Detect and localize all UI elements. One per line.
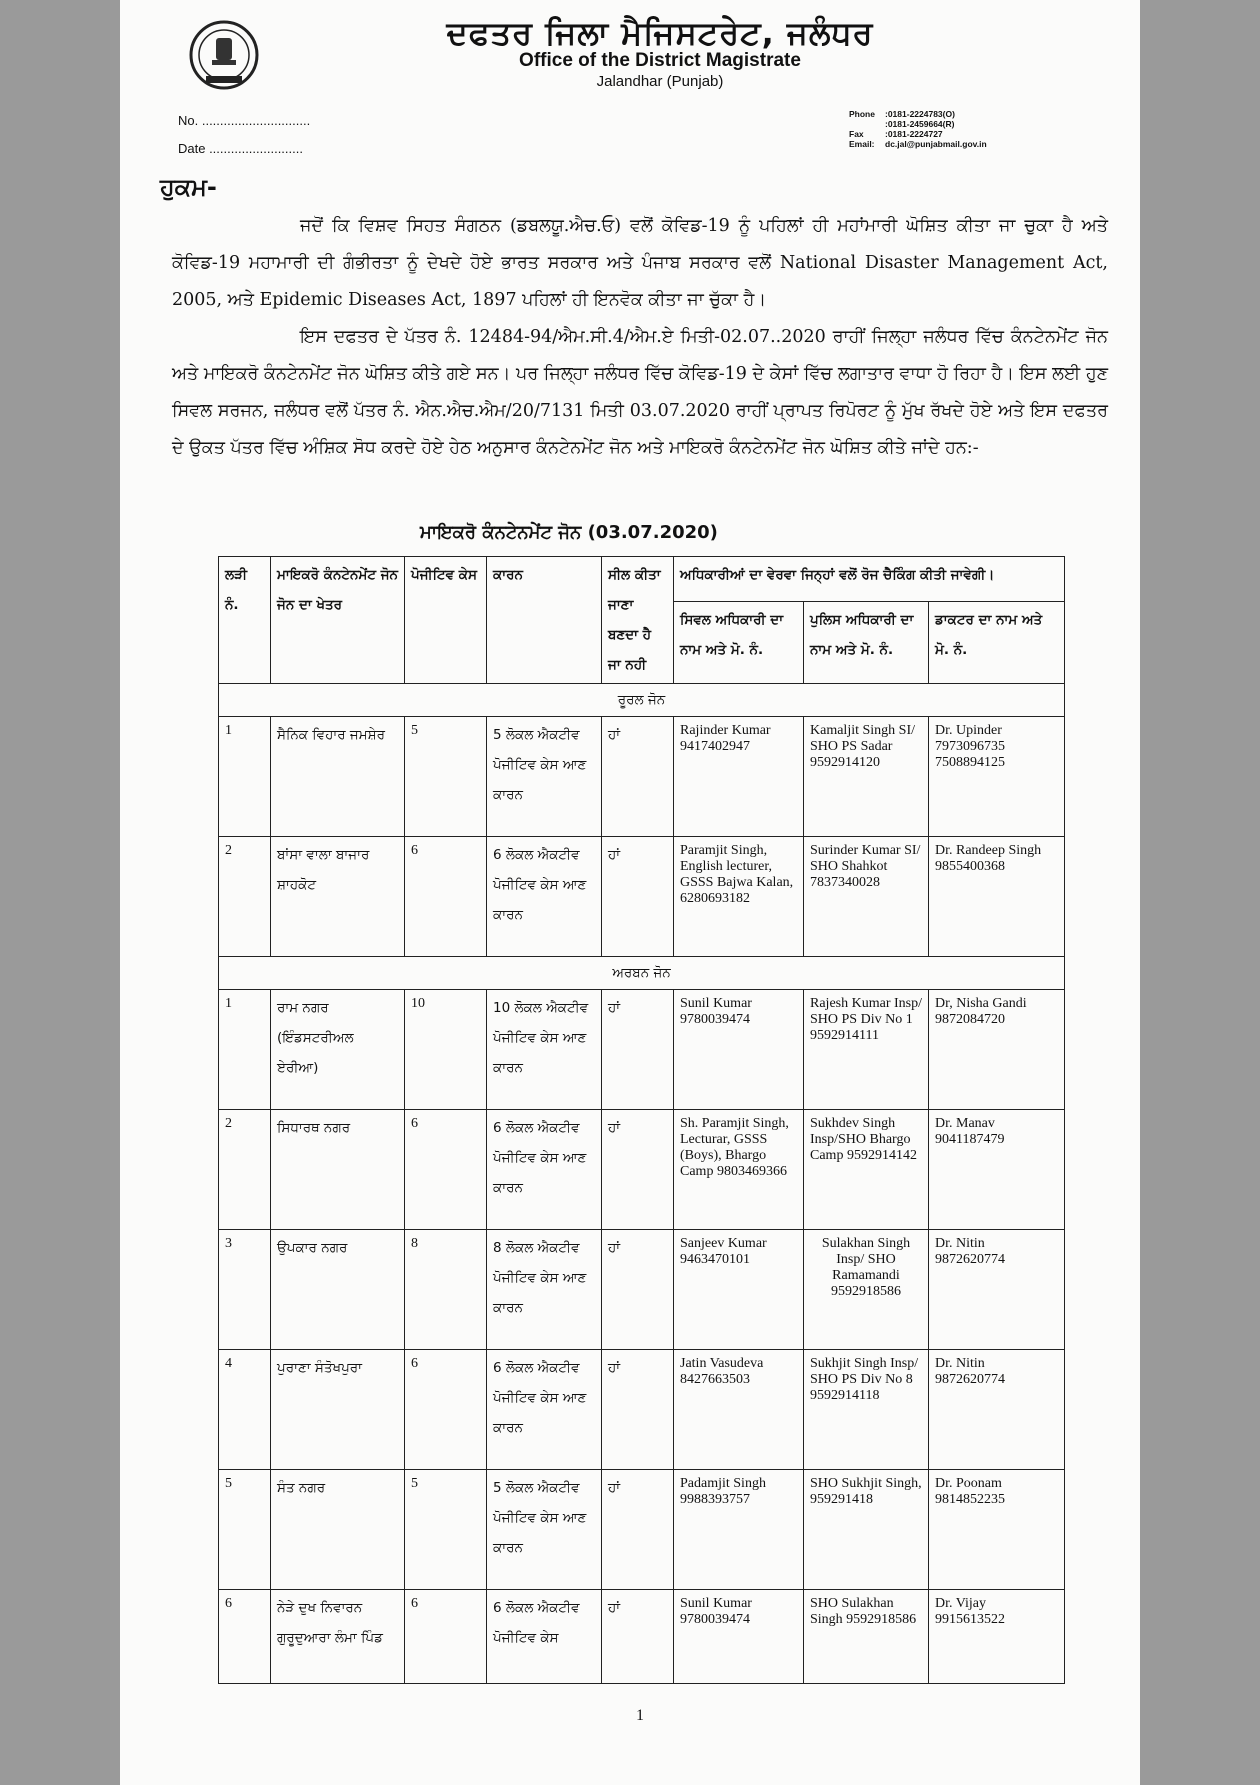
table-cell: Dr. Vijay 9915613522	[929, 1590, 1065, 1684]
table-cell: Sanjeev Kumar 9463470101	[674, 1230, 804, 1350]
table-header-row	[219, 557, 1065, 602]
office-title-english: Office of the District Magistrate	[519, 50, 801, 71]
header-area: ਮਾਇਕਰੋ ਕੰਨਟੇਨਮੇਂਟ ਜੋਨ ਜੋਨ ਦਾ ਖੇਤਰ	[271, 557, 405, 684]
header-civil: ਸਿਵਲ ਅਧਿਕਾਰੀ ਦਾ ਨਾਮ ਅਤੇ ਮੋ. ਨੰ.	[674, 602, 804, 684]
zone-row	[219, 684, 1065, 717]
order-heading: ਹੁਕਮ-	[160, 173, 217, 201]
table-cell: 5	[219, 1470, 271, 1590]
contact-row: Fax :0181-2224727	[849, 129, 943, 139]
table-cell: Dr, Nisha Gandi 9872084720	[929, 990, 1065, 1110]
table-cell: Sunil Kumar 9780039474	[674, 1590, 804, 1684]
table-cell: ਨੇੜੇ ਦੁਖ ਨਿਵਾਰਨ ਗੁਰੂਦੁਆਰਾ ਲੰਮਾ ਪਿੰਡ	[271, 1590, 405, 1684]
header-doctor: ਡਾਕਟਰ ਦਾ ਨਾਮ ਅਤੇ ਮੋ. ਨੰ.	[929, 602, 1065, 684]
header-police: ਪੁਲਿਸ ਅਧਿਕਾਰੀ ਦਾ ਨਾਮ ਅਤੇ ਮੋ. ਨੰ.	[804, 602, 929, 684]
table-cell: ਸੰਤ ਨਗਰ	[271, 1470, 405, 1590]
table-row	[219, 1230, 1065, 1350]
table-cell: Jatin Vasudeva 8427663503	[674, 1350, 804, 1470]
table-cell: 2	[219, 1110, 271, 1230]
table-cell: 1	[219, 990, 271, 1110]
table-cell: 10 ਲੋਕਲ ਐਕਟੀਵ ਪੋਜੀਟਿਵ ਕੇਸ ਆਣ ਕਾਰਨ	[487, 990, 602, 1110]
table-cell: Rajinder Kumar 9417402947	[674, 717, 804, 837]
reference-date: Date ..........................	[178, 141, 303, 156]
table-cell: 8	[405, 1230, 487, 1350]
govt-punjab-emblem-icon	[176, 20, 272, 90]
table-cell: Padamjit Singh 9988393757	[674, 1470, 804, 1590]
page-number: 1	[636, 1707, 644, 1724]
table-cell: ਹਾਂ	[602, 837, 674, 957]
zone-label-rural: ਰੂਰਲ ਜੋਨ	[219, 684, 1065, 717]
table-cell: 5	[405, 1470, 487, 1590]
table-cell: 6	[405, 1350, 487, 1470]
table-cell: Rajesh Kumar Insp/ SHO PS Div No 1 9592914111	[804, 990, 929, 1110]
table-cell: ਹਾਂ	[602, 1470, 674, 1590]
table-cell: ਹਾਂ	[602, 717, 674, 837]
table-cell: SHO Sulakhan Singh 9592918586	[804, 1590, 929, 1684]
table-cell: 5 ਲੋਕਲ ਐਕਟੀਵ ਪੋਜੀਟਿਵ ਕੇਸ ਆਣ ਕਾਰਨ	[487, 1470, 602, 1590]
table-cell: 6	[405, 1110, 487, 1230]
table-row	[219, 717, 1065, 837]
paragraph-2: ਇਸ ਦਫਤਰ ਦੇ ਪੱਤਰ ਨੰ. 12484-94/ਐਮ.ਸੀ.4/ਐਮ.ਏ ਮਿਤੀ-02.07..2020 ਰਾਹੀਂ ਜਿਲ੍ਹਾ ਜਲੰਧਰ ਵਿੱਚ ਕੰਨਟੇਨਮੇਂਟ ਜੋਨ ਅਤੇ ਮਾਇਕਰੋ ਕੰਨਟੇਨਮੇਂਟ ਜੋਨ ਘੋਸ਼ਿਤ ਕੀਤੇ ਗਏ ਸਨ। ਪਰ ਜਿਲ੍ਹਾ ਜਲੰਧਰ ਵਿੱਚ ਕੋਵਿਡ-19 ਦੇ ਕੇਸਾਂ ਵਿੱਚ ਲਗਾਤਾਰ ਵਾਧਾ ਹੋ ਰਿਹਾ ਹੈ। ਇਸ ਲਈ ਹੁਣ ਸਿਵਲ ਸਰਜਨ, ਜਲੰਧਰ ਵਲੋਂ ਪੱਤਰ ਨੰ. ਐਨ.ਐਚ.ਐਮ/20/7131 ਮਿਤੀ 03.07.2020 ਰਾਹੀਂ ਪ੍ਰਾਪਤ ਰਿਪੋਰਟ ਨੂੰ ਮੁੱਖ ਰੱਖਦੇ ਹੋਏ ਅਤੇ ਇਸ ਦਫਤਰ ਦੇ ਉਕਤ ਪੱਤਰ ਵਿੱਚ ਅੰਸ਼ਿਕ ਸੋਧ ਕਰਦੇ ਹੋਏ ਹੇਠ ਅਨੁਸਾਰ ਕੰਨਟੇਨਮੇਂਟ ਜੋਨ ਅਤੇ ਮਾਇਕਰੋ ਕੰਨਟੇਨਮੇਂਟ ਜੋਨ ਘੋਸ਼ਿਤ ਕੀਤੇ ਜਾਂਦੇ ਹਨ:-	[172, 327, 1108, 458]
zone-label-urban: ਅਰਬਨ ਜੋਨ	[219, 957, 1065, 990]
table-cell: Paramjit Singh, English lecturer, GSSS Bajwa Kalan, 6280693182	[674, 837, 804, 957]
table-cell: ਬਾਂਸਾ ਵਾਲਾ ਬਾਜਾਰ ਸ਼ਾਹਕੋਟ	[271, 837, 405, 957]
table-cell: 6 ਲੋਕਲ ਐਕਟੀਵ ਪੋਜੀਟਿਵ ਕੇਸ	[487, 1590, 602, 1684]
table-cell: 5	[405, 717, 487, 837]
table-cell: ਸੈਨਿਕ ਵਿਹਾਰ ਜਮਸ਼ੇਰ	[271, 717, 405, 837]
header-sealed: ਸੀਲ ਕੀਤਾ ਜਾਣਾ ਬਣਦਾ ਹੈ ਜਾ ਨਹੀ	[602, 557, 674, 684]
header-officials: ਅਧਿਕਾਰੀਆਂ ਦਾ ਵੇਰਵਾ ਜਿਨ੍ਹਾਂ ਵਲੋਂ ਰੋਜ ਚੈਕਿੰਗ ਕੀਤੀ ਜਾਵੇਗੀ।	[674, 557, 1065, 602]
contact-block	[849, 109, 987, 149]
table-cell: Sulakhan Singh Insp/ SHO Ramamandi 9592918586	[804, 1230, 929, 1350]
zone-row	[219, 957, 1065, 990]
table-cell: 6	[219, 1590, 271, 1684]
table-cell: Surinder Kumar SI/ SHO Shahkot 7837340028	[804, 837, 929, 957]
containment-zone-table	[218, 556, 1065, 1684]
table-cell: Sunil Kumar 9780039474	[674, 990, 804, 1110]
table-cell: 6	[405, 837, 487, 957]
table-row	[219, 1110, 1065, 1230]
table-cell: Dr. Manav 9041187479	[929, 1110, 1065, 1230]
header-positive: ਪੋਜੀਟਿਵ ਕੇਸ	[405, 557, 487, 684]
table-cell: Sukhdev Singh Insp/SHO Bhargo Camp 9592914142	[804, 1110, 929, 1230]
table-cell: 6	[405, 1590, 487, 1684]
table-row	[219, 1590, 1065, 1684]
table-cell: 1	[219, 717, 271, 837]
table-cell: 6 ਲੋਕਲ ਐਕਟੀਵ ਪੋਜੀਟਿਵ ਕੇਸ ਆਣ ਕਾਰਨ	[487, 1110, 602, 1230]
table-cell: ਪੁਰਾਣਾ ਸੰਤੋਖਪੁਰਾ	[271, 1350, 405, 1470]
table-cell: 3	[219, 1230, 271, 1350]
table-cell: Dr. Randeep Singh 9855400368	[929, 837, 1065, 957]
table-cell: ਰਾਮ ਨਗਰ (ਇੰਡਸਟਰੀਅਲ ਏਰੀਆ)	[271, 990, 405, 1110]
table-cell: SHO Sukhjit Singh, 959291418	[804, 1470, 929, 1590]
table-cell: 10	[405, 990, 487, 1110]
table-cell: Sukhjit Singh Insp/ SHO PS Div No 8 9592914118	[804, 1350, 929, 1470]
table-cell: Kamaljit Singh SI/ SHO PS Sadar 9592914120	[804, 717, 929, 837]
table-cell: ਸਿਧਾਰਥ ਨਗਰ	[271, 1110, 405, 1230]
table-cell: ਹਾਂ	[602, 1590, 674, 1684]
table-row	[219, 990, 1065, 1110]
table-cell: Dr. Nitin 9872620774	[929, 1230, 1065, 1350]
table-cell: ਉਪਕਾਰ ਨਗਰ	[271, 1230, 405, 1350]
table-cell: ਹਾਂ	[602, 1230, 674, 1350]
header-sr: ਲੜੀ ਨੰ.	[219, 557, 271, 684]
table-row	[219, 837, 1065, 957]
office-city: Jalandhar (Punjab)	[596, 73, 724, 90]
header-reason: ਕਾਰਨ	[487, 557, 602, 684]
table-cell: Sh. Paramjit Singh, Lecturar, GSSS (Boys), Bhargo Camp 9803469366	[674, 1110, 804, 1230]
contact-row: :0181-2459664(R)	[885, 119, 955, 129]
table-title: ਮਾਇਕਰੋ ਕੰਨਟੇਨਮੇਂਟ ਜੋਨ (03.07.2020)	[420, 522, 718, 543]
table-row	[219, 1470, 1065, 1590]
table-cell: ਹਾਂ	[602, 1350, 674, 1470]
table-cell: 8 ਲੋਕਲ ਐਕਟੀਵ ਪੋਜੀਟਿਵ ਕੇਸ ਆਣ ਕਾਰਨ	[487, 1230, 602, 1350]
contact-row: Email: dc.jal@punjabmail.gov.in	[849, 139, 987, 149]
table-row	[219, 1350, 1065, 1470]
table-cell: 6 ਲੋਕਲ ਐਕਟੀਵ ਪੋਜੀਟਿਵ ਕੇਸ ਆਣ ਕਾਰਨ	[487, 837, 602, 957]
table-cell: Dr. Upinder 7973096735 7508894125	[929, 717, 1065, 837]
table-cell: 4	[219, 1350, 271, 1470]
table-cell: ਹਾਂ	[602, 990, 674, 1110]
table-cell: 2	[219, 837, 271, 957]
table-cell: 5 ਲੋਕਲ ਐਕਟੀਵ ਪੋਜੀਟਿਵ ਕੇਸ ਆਣ ਕਾਰਨ	[487, 717, 602, 837]
table-cell: Dr. Poonam 9814852235	[929, 1470, 1065, 1590]
table-cell: ਹਾਂ	[602, 1110, 674, 1230]
contact-row: Phone :0181-2224783(O)	[849, 109, 955, 119]
reference-number: No. ..............................	[178, 113, 311, 128]
office-title-punjabi: ਦਫਤਰ ਜਿਲਾ ਮੈਜਿਸਟਰੇਟ, ਜਲੰਧਰ	[446, 14, 874, 52]
table-cell: 6 ਲੋਕਲ ਐਕਟੀਵ ਪੋਜੀਟਿਵ ਕੇਸ ਆਣ ਕਾਰਨ	[487, 1350, 602, 1470]
table-cell: Dr. Nitin 9872620774	[929, 1350, 1065, 1470]
paragraph-1: ਜਦੋਂ ਕਿ ਵਿਸ਼ਵ ਸਿਹਤ ਸੰਗਠਨ (ਡਬਲਯੂ.ਐਚ.ਓ) ਵਲੋਂ ਕੋਵਿਡ-19 ਨੂੰ ਪਹਿਲਾਂ ਹੀ ਮਹਾਂਮਾਰੀ ਘੋਸ਼ਿਤ ਕੀਤਾ ਜਾ ਚੁਕਾ ਹੈ ਅਤੇ ਕੋਵਿਡ-19 ਮਹਾਮਾਰੀ ਦੀ ਗੰਭੀਰਤਾ ਨੂੰ ਦੇਖਦੇ ਹੋਏ ਭਾਰਤ ਸਰਕਾਰ ਅਤੇ ਪੰਜਾਬ ਸਰਕਾਰ ਵਲੋਂ National Disaster Management Act, 2005, ਅਤੇ Epidemic Diseases Act, 1897 ਪਹਿਲਾਂ ਹੀ ਇਨਵੋਕ ਕੀਤਾ ਜਾ ਚੁੱਕਾ ਹੈ।	[172, 216, 1108, 310]
